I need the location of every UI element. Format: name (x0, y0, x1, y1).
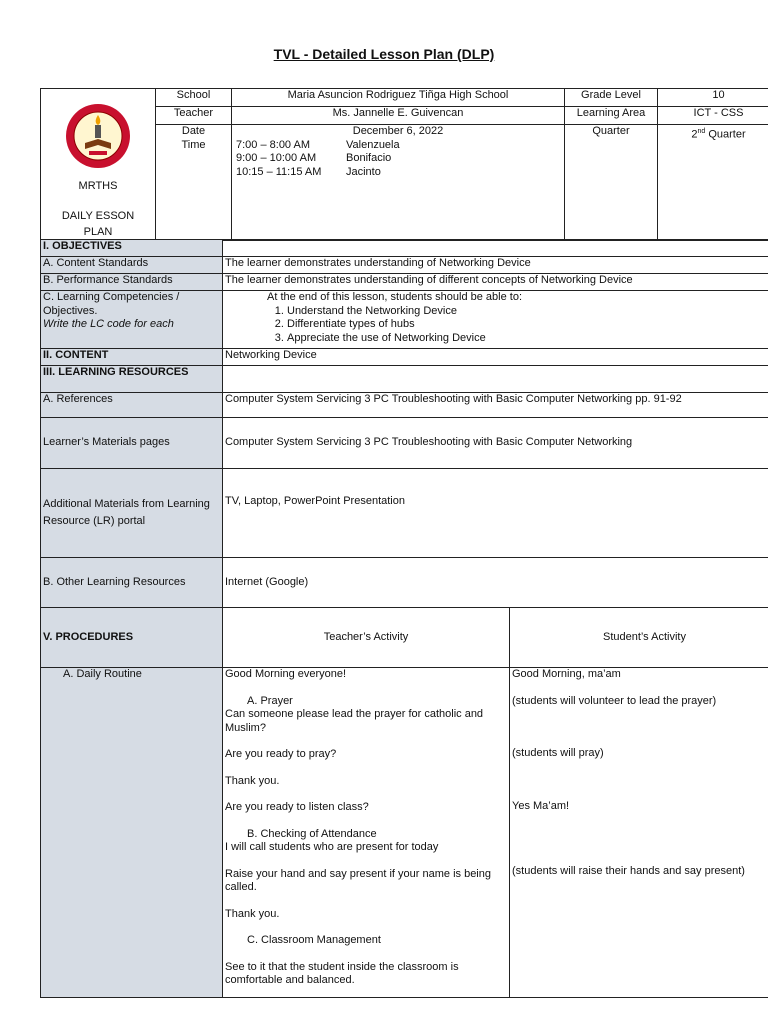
schedule-row: 7:00 – 8:00 AM Valenzuela (236, 138, 400, 151)
greeting-teacher: Good Morning everyone! (225, 668, 347, 680)
grade-label: Grade Level (565, 89, 658, 107)
area-label: Learning Area (565, 107, 658, 125)
teacher-activity-heading: Teacher’s Activity (223, 608, 510, 668)
ready-pray: Are you ready to pray? (225, 748, 337, 760)
ready-pray-student: (students will pray) (512, 747, 604, 759)
plan-line-2: PLAN (83, 225, 113, 238)
school-label: School (156, 89, 232, 107)
teacher-label: Teacher (156, 107, 232, 125)
date-time-label (156, 125, 232, 240)
header-table (40, 88, 768, 241)
prayer-heading: A. Prayer (247, 694, 293, 707)
school-seal-icon (65, 103, 131, 169)
classroom-mgmt-text: See to it that the student inside the classroom is comfortable and balanced. (225, 960, 459, 986)
competency-note: Write the LC code for each (43, 318, 174, 330)
raise-hand-student: (students will raise their hands and say present) (512, 865, 745, 877)
other-resources-value: Internet (Google) (223, 558, 768, 608)
date-schedule-cell (232, 125, 565, 240)
list-item: 3. Appreciate the use of Networking Device (287, 332, 768, 346)
content-standards-label: A. Content Standards (41, 257, 223, 274)
classroom-mgmt-heading: C. Classroom Management (247, 934, 381, 946)
thank-you-2: Thank you. (225, 907, 280, 920)
logo-cell (41, 89, 156, 241)
references-label: A. References (41, 393, 223, 418)
content-standards-value: The learner demonstrates understanding of Networking Device (223, 257, 768, 274)
procedures-heading: V. PROCEDURES (41, 608, 223, 668)
time-label: Time (181, 138, 206, 151)
grade-value: 10 (658, 89, 768, 107)
competency-cell (223, 291, 768, 349)
student-activity-heading: Student’s Activity (510, 608, 768, 668)
teacher-activity-cell (223, 668, 510, 998)
page-title: TVL - Detailed Lesson Plan (DLP) (273, 46, 495, 62)
performance-standards-label: B. Performance Standards (41, 274, 223, 291)
quarter-label: Quarter (565, 125, 658, 240)
ready-listen: Are you ready to listen class? (225, 801, 369, 813)
attendance-heading: B. Checking of Attendance (247, 827, 377, 840)
competency-intro: At the end of this lesson, students should be able to: (267, 291, 523, 303)
content-label: II. CONTENT (41, 349, 223, 366)
competency-list (225, 305, 768, 346)
school-abbr: MRTHS (78, 179, 118, 192)
plan-line-1: DAILY ESSON (61, 209, 135, 222)
competency-label: C. Learning Competencies / Objectives. (43, 291, 180, 317)
list-item: 2. Differentiate types of hubs (287, 318, 768, 332)
greeting-student: Good Morning, ma’am (512, 668, 621, 680)
schedule-row: 9:00 – 10:00 AM Bonifacio (236, 152, 392, 165)
schedule-row: 10:15 – 11:15 AM Jacinto (236, 165, 381, 178)
thank-you-1: Thank you. (225, 774, 280, 787)
area-value: ICT - CSS (658, 107, 768, 125)
other-resources-label: B. Other Learning Resources (41, 558, 223, 608)
student-activity-cell (510, 668, 768, 998)
date-value: December 6, 2022 (352, 125, 444, 138)
prayer-ask: Can someone please lead the prayer for catholic and Muslim? (225, 708, 484, 734)
references-value: Computer System Servicing 3 PC Troubleshooting with Basic Computer Networking pp. 91-92 (223, 393, 768, 418)
objectives-heading: I. OBJECTIVES (41, 240, 223, 257)
competency-label-cell (41, 291, 223, 349)
attendance-text: I will call students who are present for today (225, 841, 439, 853)
ready-listen-student: Yes Ma’am! (512, 799, 570, 812)
performance-standards-value: The learner demonstrates understanding of different concepts of Networking Device (223, 274, 768, 291)
date-label: Date (181, 125, 206, 138)
lesson-table (40, 239, 768, 998)
learner-materials-label: Learner’s Materials pages (41, 418, 223, 469)
school-value: Maria Asuncion Rodriguez Tiñga High School (232, 89, 565, 107)
resources-heading: III. LEARNING RESOURCES (41, 366, 223, 393)
daily-routine-label: A. Daily Routine (41, 668, 223, 998)
quarter-value: 2nd Quarter (658, 125, 768, 240)
list-item: 1. Understand the Networking Device (287, 305, 768, 319)
raise-hand: Raise your hand and say present if your name is being called. (225, 867, 491, 893)
content-value: Networking Device (223, 349, 768, 366)
learner-materials-value: Computer System Servicing 3 PC Troubleshooting with Basic Computer Networking (223, 418, 768, 469)
additional-materials-label: Additional Materials from Learning Resource (LR) portal (41, 469, 223, 558)
schedule-list (234, 139, 562, 180)
prayer-student: (students will volunteer to lead the prayer) (512, 694, 717, 707)
teacher-value: Ms. Jannelle E. Guivencan (232, 107, 565, 125)
additional-materials-value: TV, Laptop, PowerPoint Presentation (223, 469, 768, 558)
